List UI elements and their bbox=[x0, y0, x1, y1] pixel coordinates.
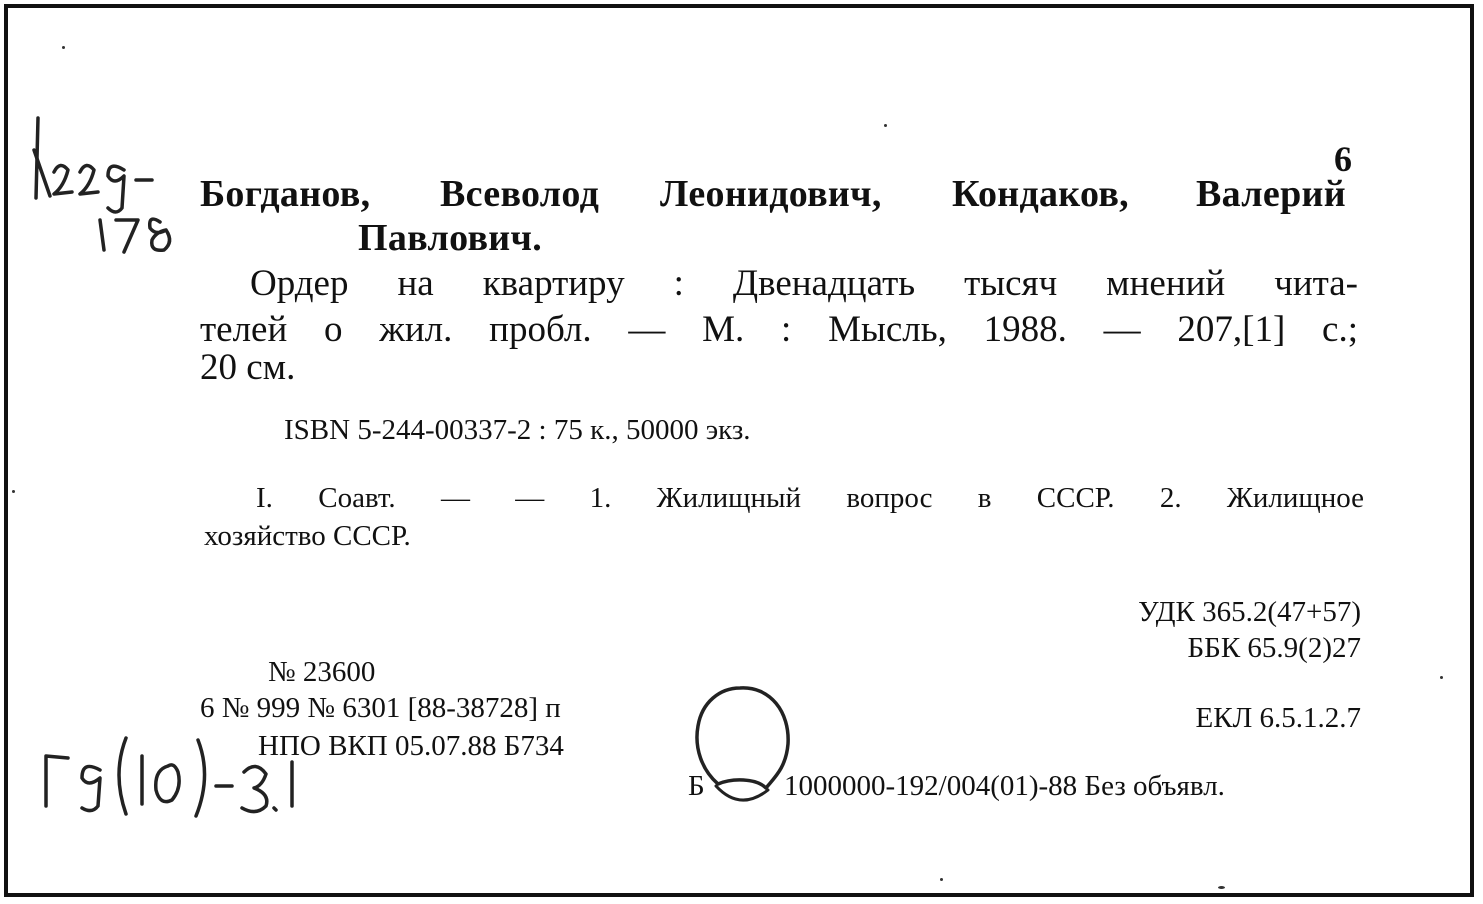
print-speck bbox=[940, 878, 943, 881]
print-speck bbox=[62, 46, 65, 49]
handwritten-shelf-mark bbox=[24, 112, 204, 262]
imprint-line: телей о жил. пробл. — М. : Мысль, 1988. — 207,[1] с.; bbox=[200, 309, 1358, 350]
publisher-info: НПО ВКП 05.07.88 Б734 bbox=[258, 730, 564, 762]
ekl-code: ЕКЛ 6.5.1.2.7 bbox=[1195, 702, 1361, 734]
order-number: № 23600 bbox=[268, 656, 376, 688]
code-prefix: Б bbox=[688, 770, 705, 802]
print-speck bbox=[1218, 886, 1225, 889]
udk-code: УДК 365.2(47+57) bbox=[1138, 596, 1361, 628]
print-speck bbox=[12, 490, 15, 493]
isbn-line: ISBN 5-244-00337-2 : 75 к., 50000 экз. bbox=[284, 414, 751, 446]
author-name-1: Всеволод bbox=[440, 173, 600, 215]
title-line: Ордер на квартиру : Двенадцать тысяч мнений чита- bbox=[250, 263, 1358, 304]
author-surname-2: Кондаков, bbox=[952, 173, 1129, 215]
bbk-code: ББК 65.9(2)27 bbox=[1187, 632, 1361, 664]
card-number: 6 bbox=[1334, 139, 1353, 179]
author-name-2: Валерий bbox=[1196, 173, 1346, 215]
subjects-line: I. Соавт. — — 1. Жилищный вопрос в СССР. 2. Жилищное bbox=[256, 482, 1364, 514]
handwritten-call-number bbox=[30, 726, 320, 836]
print-info: 6 № 999 № 6301 [88-38728] п bbox=[200, 692, 561, 724]
author-patronymic-2: Павлович. bbox=[358, 217, 542, 259]
print-speck bbox=[884, 124, 887, 127]
subjects-line-continued: хозяйство СССР. bbox=[204, 520, 411, 552]
physical-description: 20 см. bbox=[200, 347, 296, 388]
print-speck bbox=[1440, 676, 1443, 679]
author-surname-1: Богданов, bbox=[200, 173, 371, 215]
catalog-code: 1000000-192/004(01)-88 Без объявл. bbox=[784, 770, 1225, 802]
author-patronymic-1: Леонидович, bbox=[660, 173, 882, 215]
